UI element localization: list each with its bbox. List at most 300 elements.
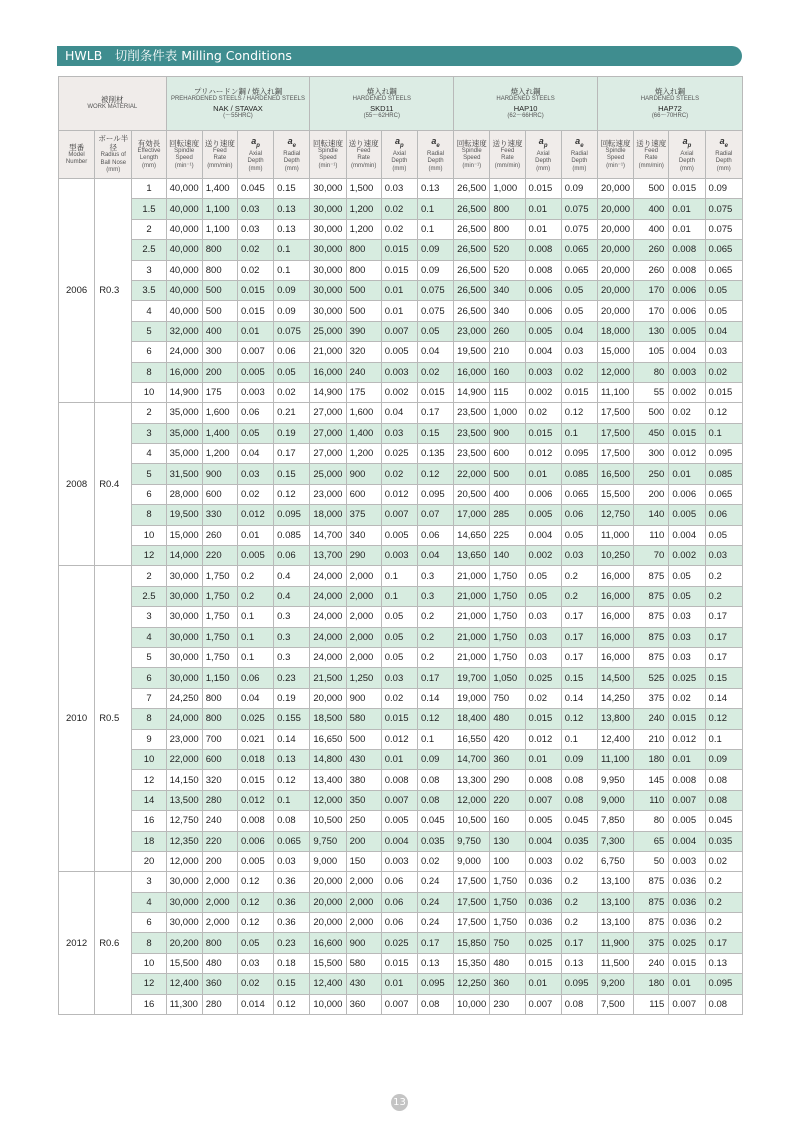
cell-value: 1,750 — [202, 566, 237, 586]
cell-value: 0.015 — [561, 382, 597, 402]
table-row — [59, 872, 743, 892]
cell-value: 0.075 — [561, 219, 597, 239]
cell-value: 0.04 — [561, 321, 597, 341]
effective-length: 1.5 — [132, 199, 166, 219]
radial-depth-header-symbol: $a_e$ — [719, 135, 728, 149]
page-title: HWLB 切削条件表 Milling Conditions — [57, 46, 742, 66]
cell-value: 17,000 — [454, 505, 490, 525]
radial-depth-header — [274, 131, 310, 179]
cell-value: 500 — [346, 729, 381, 749]
cell-value: 360 — [346, 994, 381, 1014]
cell-value: 0.008 — [669, 240, 705, 260]
table-row — [59, 342, 743, 362]
axial-depth-header-unit: (mm) — [392, 165, 407, 172]
spindle-speed-header-en2: Speed — [175, 155, 193, 162]
cell-value: 0.06 — [705, 505, 742, 525]
effective-length: 12 — [132, 546, 166, 566]
cell-value: 0.1 — [705, 423, 742, 443]
cell-value: 0.12 — [561, 709, 597, 729]
axial-depth-header — [381, 131, 417, 179]
cell-value: 0.005 — [669, 321, 705, 341]
cell-value: 21,000 — [454, 566, 490, 586]
cell-value: 0.1 — [381, 586, 417, 606]
cell-value: 140 — [634, 505, 669, 525]
cell-value: 10,000 — [454, 994, 490, 1014]
cell-value: 0.025 — [669, 933, 705, 953]
cell-value: 15,000 — [597, 342, 633, 362]
cell-value: 23,500 — [454, 444, 490, 464]
cell-value: 30,000 — [166, 627, 202, 647]
cell-value: 17,500 — [454, 872, 490, 892]
cell-value: 35,000 — [166, 423, 202, 443]
cell-value: 0.17 — [561, 647, 597, 667]
cell-value: 1,150 — [202, 668, 237, 688]
cell-value: 600 — [202, 749, 237, 769]
cell-value: 0.005 — [525, 505, 561, 525]
cell-value: 9,000 — [597, 790, 633, 810]
radial-depth-header — [417, 131, 453, 179]
cell-value: 70 — [634, 546, 669, 566]
cell-value: 0.36 — [274, 892, 310, 912]
ball-radius-header-jp: ボール半径 — [98, 134, 129, 153]
cell-value: 0.012 — [525, 729, 561, 749]
cell-value: 16,500 — [597, 464, 633, 484]
cell-value: 400 — [634, 199, 669, 219]
table-row — [59, 280, 743, 300]
cell-value: 0.002 — [525, 382, 561, 402]
axial-depth-header-en1: Axial — [680, 150, 694, 157]
cell-value: 0.06 — [561, 505, 597, 525]
cell-value: 1,500 — [346, 179, 381, 199]
cell-value: 1,200 — [346, 199, 381, 219]
cell-value: 0.075 — [705, 219, 742, 239]
radial-depth-header-en1: Radial — [283, 150, 301, 157]
effective-length: 8 — [132, 709, 166, 729]
cell-value: 15,350 — [454, 953, 490, 973]
feed-rate-header-jp: 送り速度 — [636, 138, 667, 148]
cell-value: 0.021 — [237, 729, 273, 749]
table-row — [59, 831, 743, 851]
cell-value: 450 — [634, 423, 669, 443]
cell-value: 0.14 — [274, 729, 310, 749]
radial-depth-header-en2: Depth — [571, 158, 588, 165]
material-hardness: (55～62HRC) — [363, 112, 400, 119]
spindle-speed-header-en2: Speed — [606, 155, 625, 162]
cell-value: 2,000 — [202, 892, 237, 912]
axial-depth-header-unit: (mm) — [248, 165, 263, 172]
cell-value: 0.1 — [237, 647, 273, 667]
cell-value: 0.4 — [274, 586, 310, 606]
cell-value: 480 — [490, 953, 525, 973]
effective-length: 6 — [132, 668, 166, 688]
cell-value: 24,000 — [166, 342, 202, 362]
effective-length-header-en2: Length — [139, 155, 159, 162]
effective-length-header-unit: (mm) — [141, 162, 156, 169]
axial-depth-header — [669, 131, 705, 179]
cell-value: 0.03 — [669, 627, 705, 647]
cell-value: 400 — [202, 321, 237, 341]
cell-value: 500 — [202, 280, 237, 300]
cell-value: 14,650 — [454, 525, 490, 545]
cell-value: 1,750 — [490, 627, 525, 647]
cell-value: 1,400 — [346, 423, 381, 443]
cell-value: 175 — [346, 382, 381, 402]
cell-value: 20,000 — [597, 280, 633, 300]
cell-value: 0.24 — [417, 872, 453, 892]
cell-value: 0.08 — [561, 770, 597, 790]
work-material-label-jp: 被削材 — [101, 95, 124, 105]
axial-depth-header-en1: Axial — [392, 150, 406, 157]
cell-value: 0.01 — [237, 321, 273, 341]
feed-rate-header-en1: Feed — [213, 147, 227, 154]
cell-value: 0.14 — [705, 688, 742, 708]
cell-value: 0.004 — [525, 525, 561, 545]
cell-value: 23,500 — [454, 403, 490, 423]
cell-value: 12,400 — [597, 729, 633, 749]
effective-length: 8 — [132, 362, 166, 382]
cell-value: 0.065 — [561, 484, 597, 504]
cell-value: 0.025 — [525, 668, 561, 688]
radial-depth-header-en2: Depth — [283, 158, 300, 165]
cell-value: 40,000 — [166, 260, 202, 280]
table-row — [59, 240, 743, 260]
cell-value: 0.15 — [561, 668, 597, 688]
cell-value: 0.018 — [237, 749, 273, 769]
cell-value: 480 — [490, 709, 525, 729]
cell-value: 0.06 — [274, 342, 310, 362]
cell-value: 0.06 — [237, 668, 273, 688]
cell-value: 0.035 — [561, 831, 597, 851]
cell-value: 800 — [346, 260, 381, 280]
spindle-speed-header — [597, 131, 633, 179]
cell-value: 0.025 — [381, 933, 417, 953]
cell-value: 0.12 — [237, 913, 273, 933]
cell-value: 0.03 — [669, 607, 705, 627]
cell-value: 0.006 — [525, 280, 561, 300]
cell-value: 20,000 — [597, 260, 633, 280]
cell-value: 13,100 — [597, 872, 633, 892]
cell-value: 18,000 — [310, 505, 346, 525]
cell-value: 0.15 — [274, 179, 310, 199]
cell-value: 20,200 — [166, 933, 202, 953]
cell-value: 0.015 — [525, 179, 561, 199]
cell-value: 0.15 — [417, 423, 453, 443]
table-row — [59, 994, 743, 1014]
cell-value: 0.036 — [525, 892, 561, 912]
spindle-speed-header-en1: Spindle — [605, 147, 626, 154]
cell-value: 0.08 — [274, 811, 310, 831]
cell-value: 11,100 — [597, 382, 633, 402]
cell-value: 0.004 — [669, 342, 705, 362]
cell-value: 0.3 — [417, 566, 453, 586]
effective-length: 8 — [132, 505, 166, 525]
cell-value: 0.003 — [381, 851, 417, 871]
cell-value: 1,200 — [346, 444, 381, 464]
cell-value: 0.05 — [705, 280, 742, 300]
cell-value: 0.05 — [669, 566, 705, 586]
cell-value: 0.05 — [237, 933, 273, 953]
cell-value: 0.02 — [381, 199, 417, 219]
cell-value: 30,000 — [166, 647, 202, 667]
cell-value: 0.015 — [669, 709, 705, 729]
cell-value: 0.03 — [525, 607, 561, 627]
cell-value: 11,900 — [597, 933, 633, 953]
cell-value: 9,200 — [597, 974, 633, 994]
cell-value: 0.01 — [669, 219, 705, 239]
cell-value: 600 — [490, 444, 525, 464]
cell-value: 875 — [634, 892, 669, 912]
cell-value: 21,500 — [310, 668, 346, 688]
cell-value: 500 — [634, 179, 669, 199]
work-material-label-en: WORK MATERIAL — [87, 104, 138, 111]
cell-value: 0.006 — [669, 484, 705, 504]
cell-value: 1,000 — [490, 403, 525, 423]
cell-value: 0.2 — [561, 586, 597, 606]
cell-value: 1,750 — [490, 607, 525, 627]
cell-value: 2,000 — [346, 647, 381, 667]
cell-value: 0.025 — [525, 933, 561, 953]
ball-radius: R0.5 — [95, 566, 132, 872]
cell-value: 0.01 — [669, 199, 705, 219]
cell-value: 260 — [634, 240, 669, 260]
cell-value: 1,050 — [490, 668, 525, 688]
cell-value: 480 — [202, 953, 237, 973]
cell-value: 0.02 — [417, 362, 453, 382]
cell-value: 15,850 — [454, 933, 490, 953]
cell-value: 23,000 — [166, 729, 202, 749]
cell-value: 0.09 — [274, 301, 310, 321]
cell-value: 0.06 — [417, 525, 453, 545]
cell-value: 14,700 — [454, 749, 490, 769]
cell-value: 360 — [490, 974, 525, 994]
cell-value: 600 — [202, 484, 237, 504]
cell-value: 0.012 — [381, 729, 417, 749]
cell-value: 0.08 — [561, 994, 597, 1014]
cell-value: 0.02 — [381, 219, 417, 239]
cell-value: 0.3 — [417, 586, 453, 606]
feed-rate-header-en1: Feed — [500, 147, 515, 154]
cell-value: 0.13 — [274, 749, 310, 769]
cell-value: 0.01 — [525, 749, 561, 769]
cell-value: 340 — [490, 301, 525, 321]
cell-value: 0.05 — [417, 321, 453, 341]
cell-value: 0.02 — [237, 260, 273, 280]
cell-value: 0.006 — [237, 831, 273, 851]
cell-value: 500 — [490, 464, 525, 484]
table-row — [59, 260, 743, 280]
cell-value: 210 — [490, 342, 525, 362]
cell-value: 30,000 — [166, 607, 202, 627]
cell-value: 0.07 — [417, 505, 453, 525]
table-row — [59, 546, 743, 566]
cell-value: 0.23 — [274, 668, 310, 688]
cell-value: 0.002 — [381, 382, 417, 402]
cell-value: 380 — [346, 770, 381, 790]
cell-value: 17,500 — [597, 444, 633, 464]
cell-value: 0.025 — [237, 709, 273, 729]
cell-value: 875 — [634, 913, 669, 933]
cell-value: 0.008 — [669, 770, 705, 790]
cell-value: 9,000 — [454, 851, 490, 871]
feed-rate-header-jp: 送り速度 — [492, 138, 523, 148]
cell-value: 0.17 — [705, 647, 742, 667]
cell-value: 0.05 — [561, 525, 597, 545]
radial-depth-header-en2: Depth — [715, 158, 732, 165]
cell-value: 0.007 — [381, 790, 417, 810]
material-name: HAP10 — [513, 103, 538, 113]
effective-length: 2 — [132, 219, 166, 239]
cell-value: 1,600 — [202, 403, 237, 423]
effective-length: 16 — [132, 811, 166, 831]
material-jp: 焼入れ鋼 — [366, 87, 397, 96]
cell-value: 14,900 — [166, 382, 202, 402]
cell-value: 0.01 — [525, 219, 561, 239]
cell-value: 13,100 — [597, 892, 633, 912]
cell-value: 0.005 — [237, 546, 273, 566]
ball-radius-header-unit: (mm) — [106, 167, 121, 174]
cell-value: 0.12 — [417, 709, 453, 729]
cell-value: 0.045 — [237, 179, 273, 199]
cell-value: 0.015 — [381, 240, 417, 260]
effective-length: 3 — [132, 607, 166, 627]
cell-value: 0.04 — [237, 688, 273, 708]
cell-value: 12,400 — [166, 974, 202, 994]
cell-value: 0.02 — [381, 688, 417, 708]
cell-value: 200 — [202, 851, 237, 871]
cell-value: 30,000 — [166, 913, 202, 933]
cell-value: 0.007 — [525, 790, 561, 810]
effective-length: 2.5 — [132, 240, 166, 260]
model-en1: Model — [68, 151, 85, 158]
cell-value: 110 — [634, 525, 669, 545]
cell-value: 0.3 — [274, 647, 310, 667]
cell-value: 0.2 — [417, 607, 453, 627]
cell-value: 21,000 — [454, 647, 490, 667]
ball-radius-header-en1: Radius of — [100, 152, 126, 159]
cell-value: 14,500 — [597, 668, 633, 688]
effective-length: 6 — [132, 342, 166, 362]
cell-value: 130 — [634, 321, 669, 341]
cell-value: 0.007 — [237, 342, 273, 362]
cell-value: 20,000 — [597, 179, 633, 199]
cell-value: 14,150 — [166, 770, 202, 790]
cell-value: 0.095 — [705, 974, 742, 994]
cell-value: 0.065 — [274, 831, 310, 851]
cell-value: 0.007 — [669, 994, 705, 1014]
cell-value: 0.12 — [274, 770, 310, 790]
cell-value: 525 — [634, 668, 669, 688]
cell-value: 20,000 — [597, 199, 633, 219]
cell-value: 30,000 — [166, 668, 202, 688]
cell-value: 7,300 — [597, 831, 633, 851]
cell-value: 0.012 — [669, 444, 705, 464]
cell-value: 9,950 — [597, 770, 633, 790]
cell-value: 0.08 — [417, 790, 453, 810]
cell-value: 0.03 — [237, 953, 273, 973]
cell-value: 12,000 — [166, 851, 202, 871]
cell-value: 800 — [202, 933, 237, 953]
cell-value: 0.1 — [417, 729, 453, 749]
cell-value: 0.03 — [669, 647, 705, 667]
cell-value: 27,000 — [310, 403, 346, 423]
cell-value: 0.17 — [417, 933, 453, 953]
cell-value: 30,000 — [166, 586, 202, 606]
cell-value: 0.01 — [381, 749, 417, 769]
cell-value: 0.005 — [525, 321, 561, 341]
cell-value: 0.04 — [381, 403, 417, 423]
table-row — [59, 933, 743, 953]
cell-value: 0.03 — [237, 199, 273, 219]
cell-value: 0.05 — [669, 586, 705, 606]
cell-value: 14,900 — [310, 382, 346, 402]
cell-value: 0.15 — [274, 464, 310, 484]
cell-value: 0.015 — [237, 301, 273, 321]
material-en: HARDENED STEELS — [352, 96, 411, 102]
cell-value: 0.005 — [669, 811, 705, 831]
cell-value: 0.1 — [561, 729, 597, 749]
feed-rate-header-unit: (mm/min) — [350, 162, 377, 169]
cell-value: 2,000 — [202, 913, 237, 933]
table-row — [59, 851, 743, 871]
cell-value: 0.045 — [561, 811, 597, 831]
effective-length: 16 — [132, 994, 166, 1014]
cell-value: 900 — [346, 933, 381, 953]
cell-value: 0.135 — [417, 444, 453, 464]
cell-value: 0.19 — [274, 688, 310, 708]
cell-value: 32,000 — [166, 321, 202, 341]
cell-value: 900 — [346, 688, 381, 708]
material-hardness: (62～66HRC) — [507, 112, 544, 119]
cell-value: 0.03 — [561, 546, 597, 566]
table-row — [59, 301, 743, 321]
cell-value: 18,400 — [454, 709, 490, 729]
cell-value: 0.085 — [274, 525, 310, 545]
cell-value: 210 — [634, 729, 669, 749]
effective-length: 4 — [132, 627, 166, 647]
cell-value: 23,500 — [454, 423, 490, 443]
cell-value: 0.13 — [274, 219, 310, 239]
cell-value: 0.012 — [237, 790, 273, 810]
table-row — [59, 627, 743, 647]
cell-value: 0.08 — [705, 790, 742, 810]
effective-length: 10 — [132, 382, 166, 402]
effective-length-header-jp: 有効長 — [137, 138, 161, 148]
cell-value: 110 — [634, 790, 669, 810]
cell-value: 10,250 — [597, 546, 633, 566]
cell-value: 0.01 — [525, 974, 561, 994]
cell-value: 0.02 — [237, 974, 273, 994]
cell-value: 2,000 — [202, 872, 237, 892]
cell-value: 0.004 — [669, 525, 705, 545]
feed-rate-header — [202, 131, 237, 179]
cell-value: 0.004 — [669, 831, 705, 851]
cell-value: 30,000 — [310, 219, 346, 239]
cell-value: 225 — [490, 525, 525, 545]
cell-value: 0.02 — [669, 688, 705, 708]
axial-depth-header-en2: Depth — [535, 158, 552, 165]
cell-value: 25,000 — [310, 464, 346, 484]
cell-value: 0.21 — [274, 403, 310, 423]
cell-value: 0.17 — [417, 668, 453, 688]
cell-value: 0.036 — [669, 872, 705, 892]
cell-value: 0.01 — [525, 199, 561, 219]
cell-value: 875 — [634, 627, 669, 647]
cell-value: 230 — [490, 994, 525, 1014]
feed-rate-header-en2: Rate — [357, 155, 370, 162]
spindle-speed-header — [454, 131, 490, 179]
table-row — [59, 749, 743, 769]
cell-value: 13,300 — [454, 770, 490, 790]
